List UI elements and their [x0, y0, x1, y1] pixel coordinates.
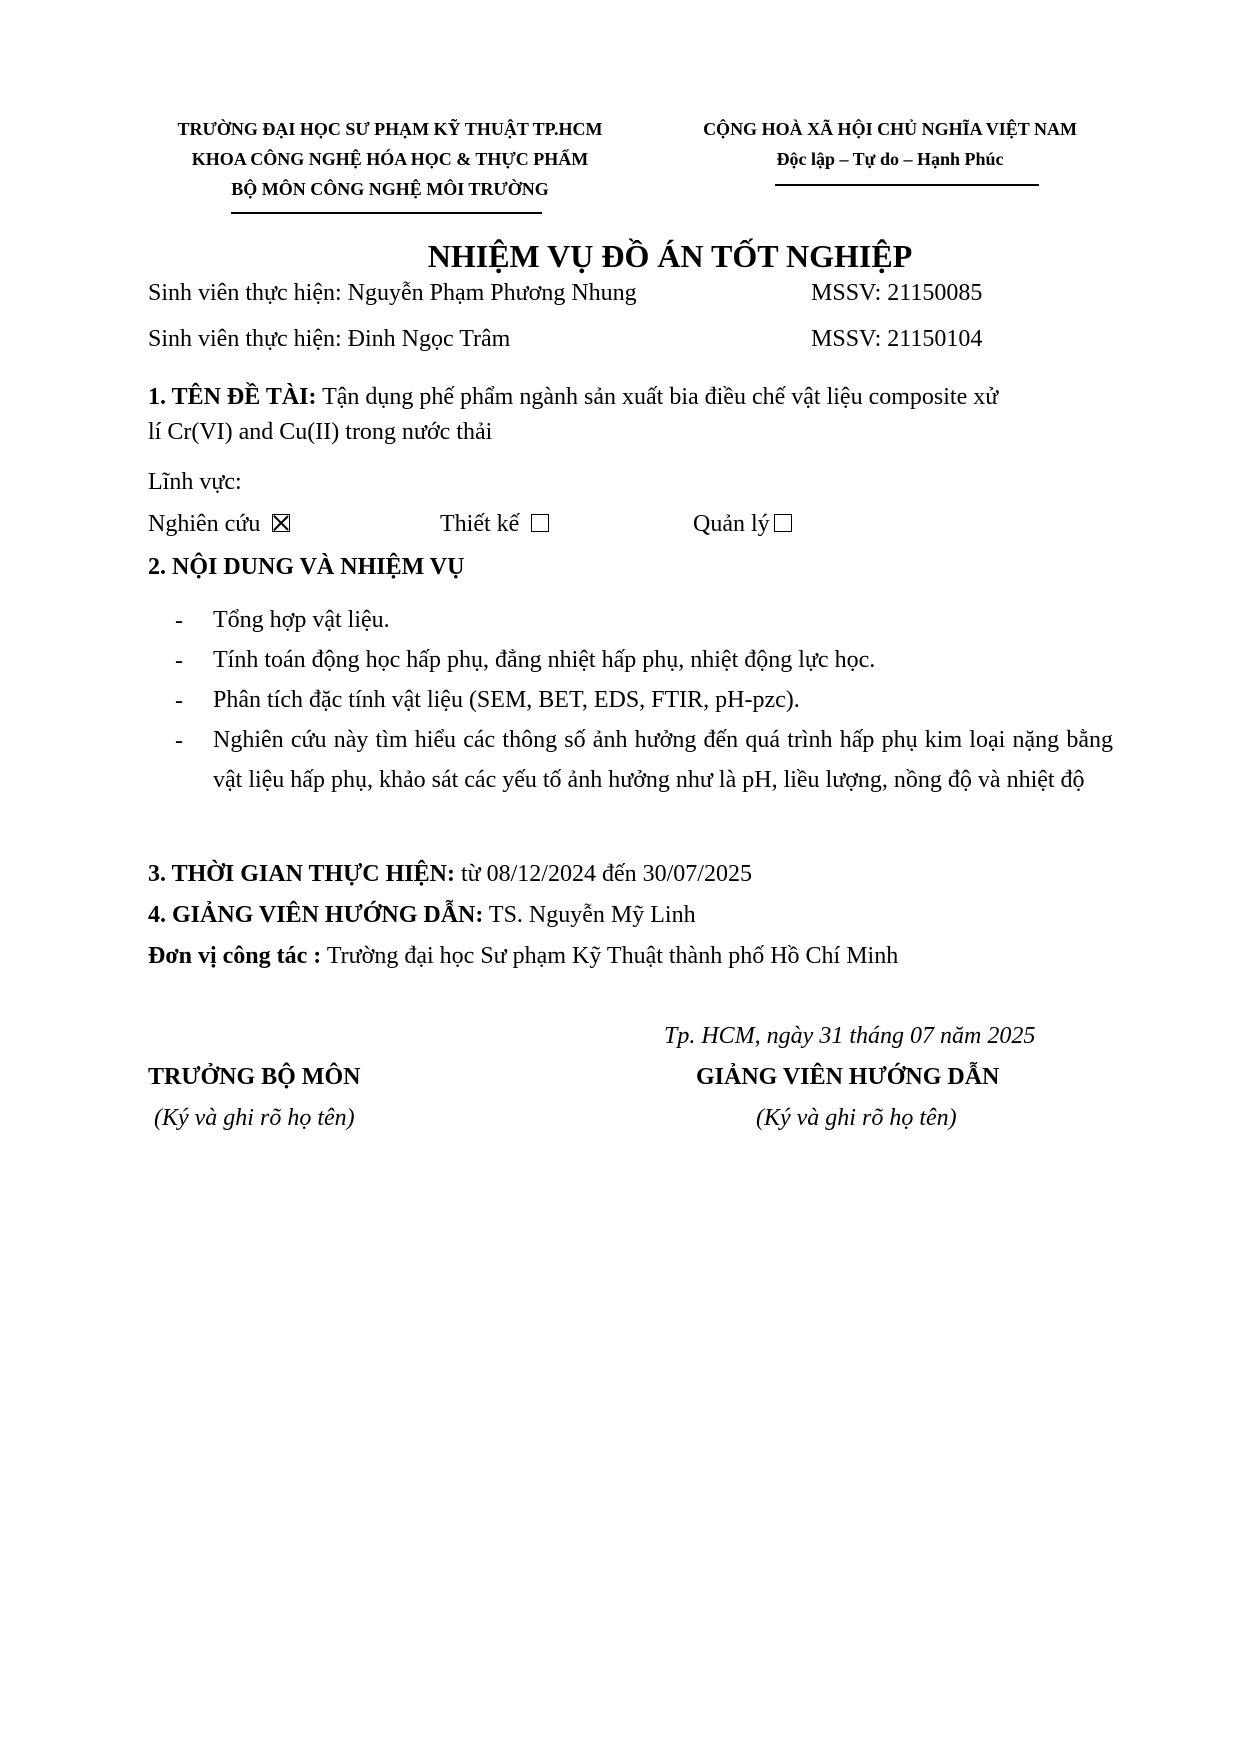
duration-text: từ 08/12/2024 đến 30/07/2025 [454, 861, 752, 887]
field-option-label: Quản lý [693, 511, 770, 537]
supervisor-heading: 4. GIẢNG VIÊN HƯỚNG DẪN: [148, 902, 484, 928]
page-title: NHIỆM VỤ ĐỒ ÁN TỐT NGHIỆP [427, 238, 913, 274]
duration-heading: 3. THỜI GIAN THỰC HIỆN: [148, 861, 455, 887]
duration-line [148, 861, 752, 888]
bullet-mark: - [175, 688, 183, 714]
student-2: Sinh viên thực hiện: Đinh Ngọc Trâm [148, 326, 511, 352]
field-label: Lĩnh vực: [148, 469, 242, 495]
content-heading: 2. NỘI DUNG VÀ NHIỆM VỤ [148, 554, 465, 580]
student-2-id: MSSV: 21150104 [811, 326, 983, 352]
bullet-mark: - [175, 648, 183, 674]
signature-title-supervisor: GIẢNG VIÊN HƯỚNG DẪN [696, 1064, 1000, 1090]
school-name: TRƯỜNG ĐẠI HỌC SƯ PHẠM KỸ THUẬT TP.HCM [177, 119, 603, 139]
topic-line-2: lí Cr(VI) and Cu(II) trong nước thải [148, 419, 493, 445]
country-motto: Độc lập – Tự do – Hạnh Phúc [776, 149, 1004, 169]
checkbox-icon[interactable] [531, 514, 549, 532]
workplace-text: Trường đại học Sư phạm Kỹ Thuật thành phố Hồ Chí Minh [321, 943, 899, 969]
field-option-design[interactable] [440, 511, 549, 538]
list-item: Nghiên cứu này tìm hiểu các thông số ảnh hưởng đến quá trình hấp phụ kim loại nặng bằng vật liệu hấp phụ, khảo sát các yếu tố ảnh hưởng như là pH, liều lượng, nồng độ và nhiệt độ [213, 727, 1113, 793]
list-item: Tính toán động học hấp phụ, đẳng nhiệt hấp phụ, nhiệt động lực học. [213, 647, 876, 673]
faculty-name: KHOA CÔNG NGHỆ HÓA HỌC & THỰC PHẨM [191, 149, 589, 169]
field-option-management[interactable] [693, 511, 792, 538]
workplace-heading: Đơn vị công tác : [148, 943, 322, 969]
signature-note-head: (Ký và ghi rõ họ tên) [154, 1105, 355, 1131]
header-left-underline [231, 212, 542, 214]
topic-line-1 [148, 384, 998, 411]
supervisor-text: TS. Nguyễn Mỹ Linh [483, 902, 696, 928]
field-option-label: Thiết kế [440, 511, 520, 537]
student-1-id: MSSV: 21150085 [811, 280, 983, 306]
signature-title-head: TRƯỞNG BỘ MÔN [148, 1064, 361, 1090]
department-name: BỘ MÔN CÔNG NGHỆ MÔI TRƯỜNG [231, 179, 549, 199]
supervisor-line [148, 902, 696, 929]
student-1: Sinh viên thực hiện: Nguyễn Phạm Phương Nhung [148, 280, 637, 306]
date-line: Tp. HCM, ngày 31 tháng 07 năm 2025 [664, 1023, 1036, 1049]
bullet-mark: - [175, 608, 183, 634]
field-option-label: Nghiên cứu [148, 511, 261, 537]
list-item: Phân tích đặc tính vật liệu (SEM, BET, EDS, FTIR, pH-pzc). [213, 687, 800, 713]
header-right-underline [775, 184, 1039, 186]
topic-text: Tận dụng phế phẩm ngành sản xuất bia điều chế vật liệu composite xử [316, 384, 999, 410]
bullet-mark: - [175, 728, 183, 754]
workplace-line [148, 943, 898, 970]
list-item: Tổng hợp vật liệu. [213, 607, 390, 633]
checked-checkbox-icon[interactable] [272, 514, 290, 532]
signature-note-supervisor: (Ký và ghi rõ họ tên) [756, 1105, 957, 1131]
topic-heading: 1. TÊN ĐỀ TÀI: [148, 384, 317, 410]
country-name: CỘNG HOÀ XÃ HỘI CHỦ NGHĨA VIỆT NAM [703, 119, 1077, 139]
field-option-research[interactable] [148, 511, 290, 538]
checkbox-icon[interactable] [774, 514, 792, 532]
